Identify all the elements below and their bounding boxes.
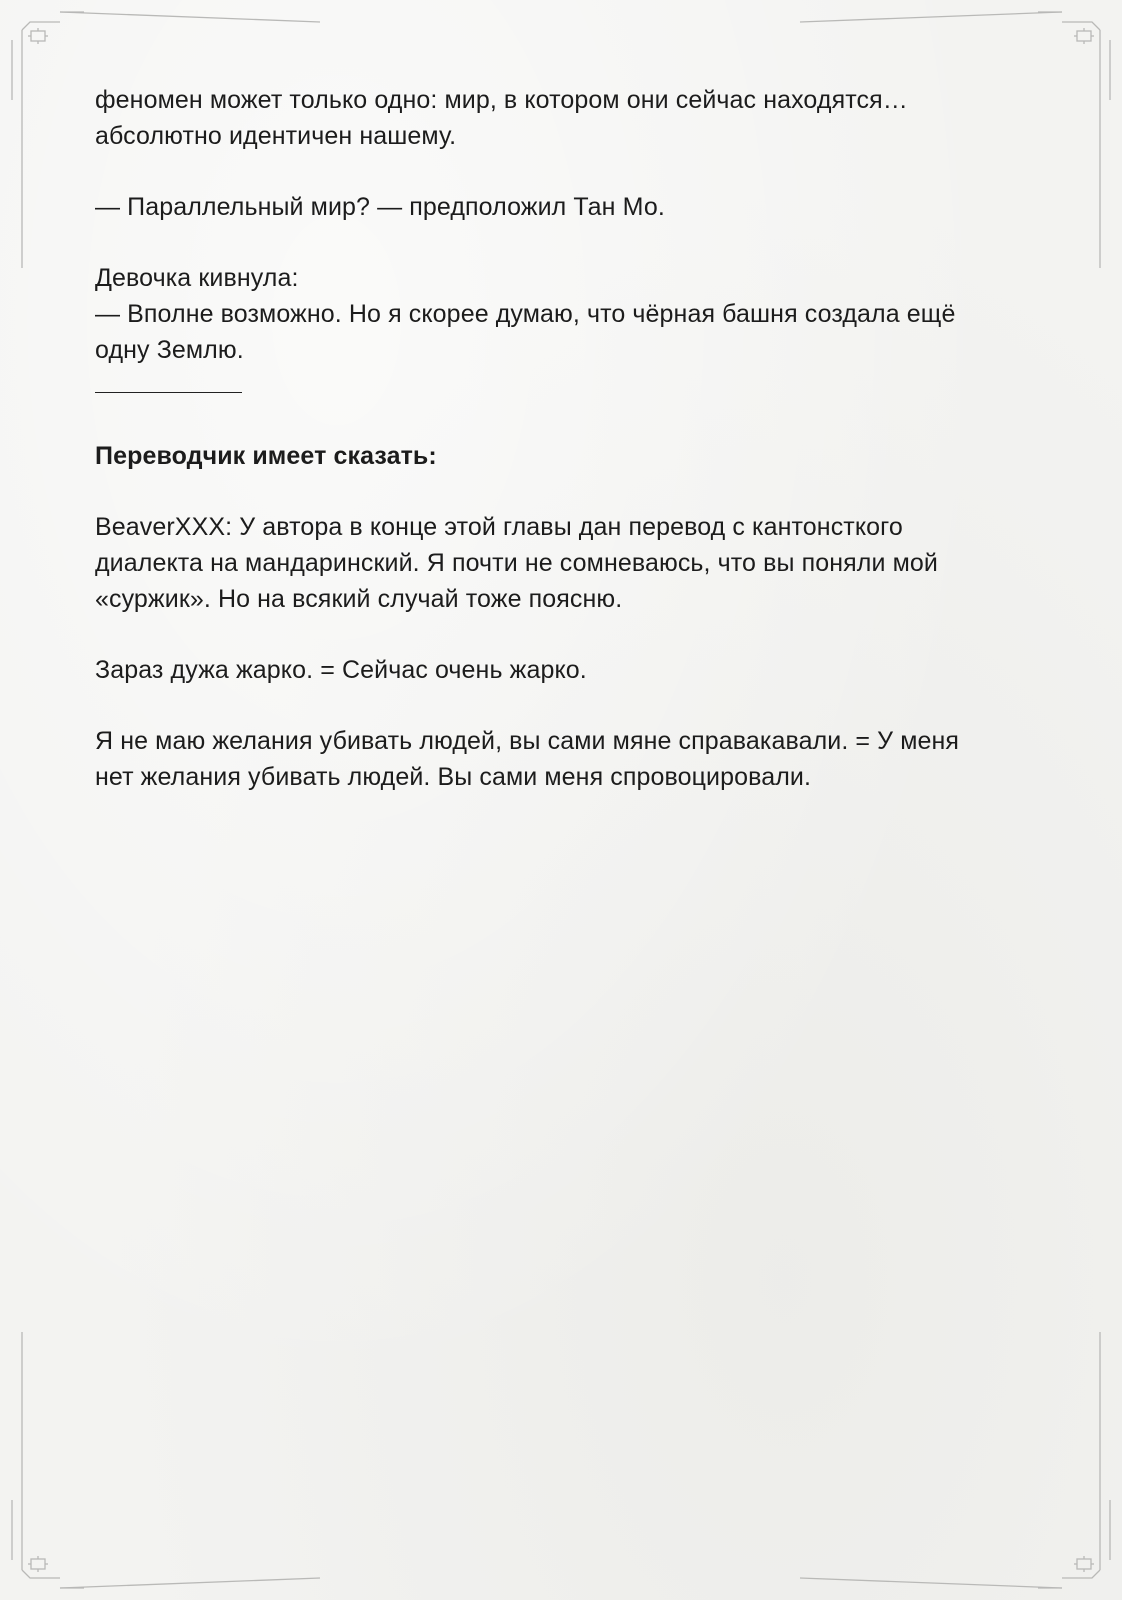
frame-top-left-line bbox=[60, 12, 320, 22]
paragraph-line: Зараз дужа жарко. = Сейчас очень жарко. bbox=[95, 656, 587, 684]
paragraph-line: феномен может только одно: мир, в котором они сейчас находятся… bbox=[95, 86, 908, 114]
paragraph-line: «суржик». Но на всякий случай тоже поясню. bbox=[95, 585, 623, 613]
paragraph-line: диалекта на мандаринский. Я почти не сомневаюсь, что вы поняли мой bbox=[95, 549, 938, 577]
paragraph-line: Я не маю желания убивать людей, вы сами мяне справакавали. = У меня bbox=[95, 727, 960, 755]
paragraph-line: одну Землю. bbox=[95, 336, 244, 364]
document-body bbox=[95, 82, 1035, 795]
paragraph-line: — Параллельный мир? — предположил Тан Мо. bbox=[95, 193, 665, 221]
paragraph-line: Девочка кивнула: bbox=[95, 264, 299, 292]
translator-heading: Переводчик имеет сказать: bbox=[95, 442, 437, 470]
paragraph-line: нет желания убивать людей. Вы сами меня спровоцировали. bbox=[95, 763, 812, 791]
paragraph-line: абсолютно идентичен нашему. bbox=[95, 122, 457, 150]
paragraph-line: — Вполне возможно. Но я скорее думаю, что чёрная башня создала ещё bbox=[95, 300, 956, 328]
paragraph-line: BeaverXXX: У автора в конце этой главы дан перевод с кантонсткого bbox=[95, 513, 903, 541]
section-divider bbox=[95, 392, 242, 393]
